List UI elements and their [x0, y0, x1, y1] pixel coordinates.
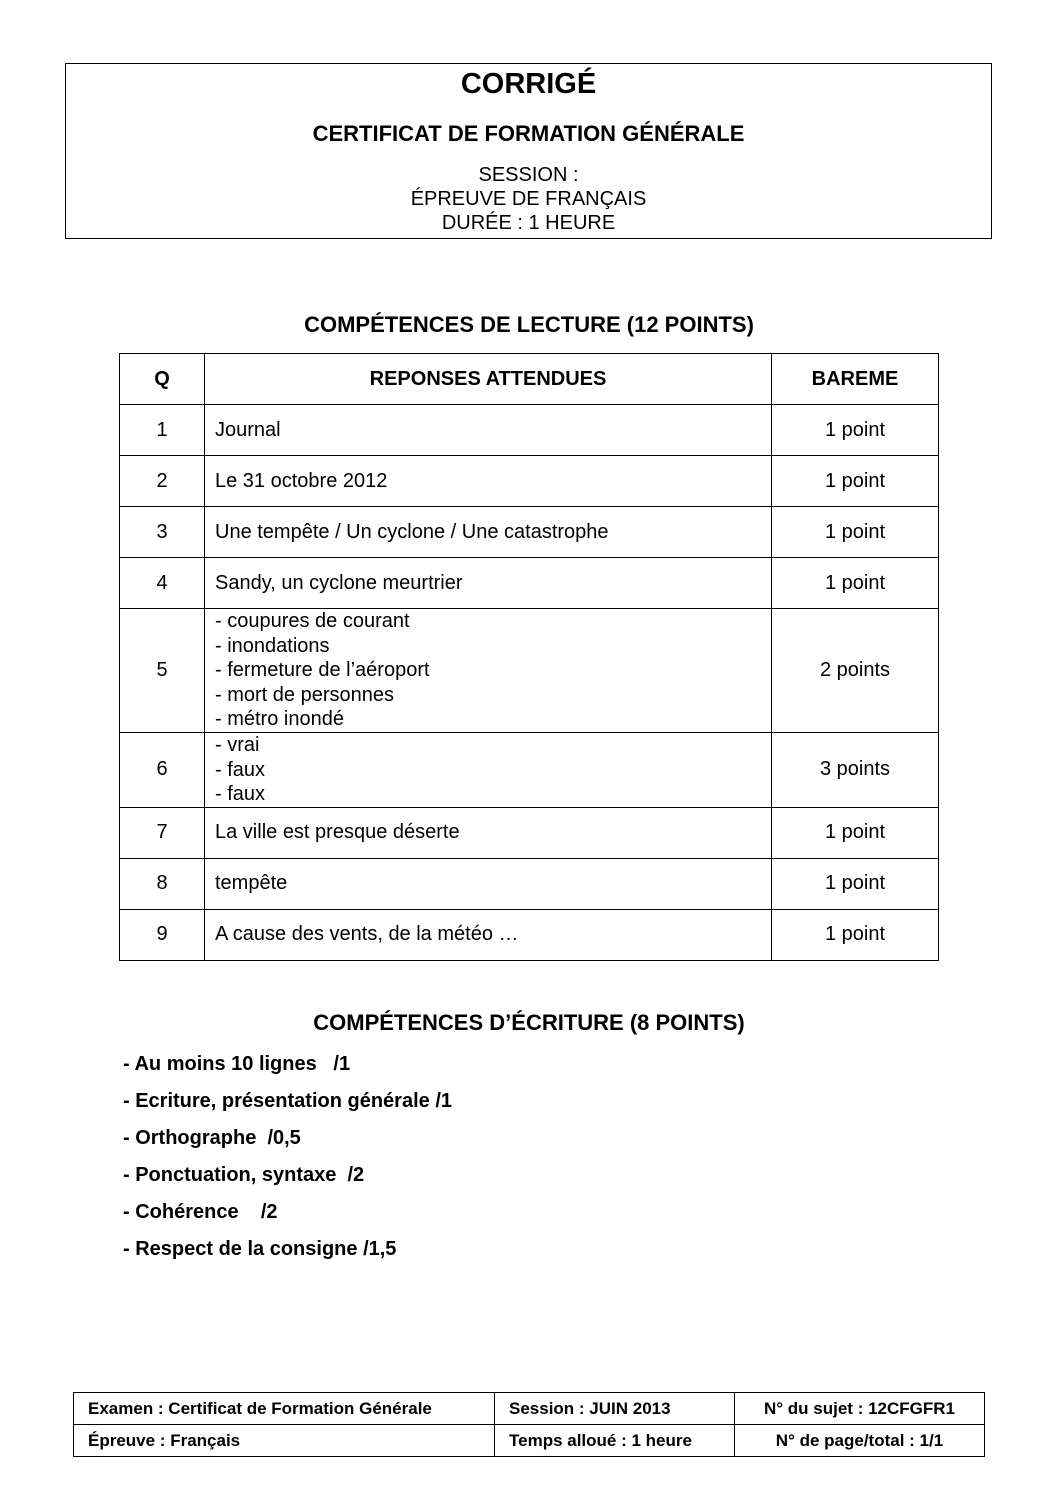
expected-answer — [205, 558, 772, 609]
answer-line: - métro inondé — [215, 708, 344, 731]
header-box — [65, 63, 992, 239]
expected-answer — [205, 858, 772, 909]
question-number: 6 — [120, 733, 205, 808]
criterion-item: - Cohérence /2 — [123, 1201, 278, 1223]
expected-answer — [205, 807, 772, 858]
ecriture-section-title: COMPÉTENCES D’ÉCRITURE (8 POINTS) — [313, 1010, 745, 1035]
document-title: CORRIGÉ — [460, 68, 597, 100]
question-number: 2 — [120, 456, 205, 507]
answers-table — [119, 353, 939, 961]
criterion-item: - Ponctuation, syntaxe /2 — [123, 1164, 365, 1186]
answer-line: - vrai — [215, 734, 260, 756]
criterion-item: - Orthographe /0,5 — [123, 1127, 301, 1149]
session-line: SESSION : — [478, 164, 579, 186]
footer-examen: Examen : Certificat de Formation Générale — [74, 1393, 495, 1425]
expected-answer — [205, 733, 772, 808]
writing-criteria-list — [123, 1052, 452, 1274]
answer-line: - faux — [215, 783, 266, 805]
table-row — [120, 507, 939, 558]
table-row — [120, 456, 939, 507]
answer-line: tempête — [215, 872, 288, 895]
answer-line: Le 31 octobre 2012 — [215, 469, 388, 492]
expected-answer — [205, 456, 772, 507]
question-number: 1 — [120, 405, 205, 456]
footer-row — [74, 1393, 985, 1425]
column-header-bareme: BAREME — [772, 354, 939, 405]
answer-line: - fermeture de l’aéroport — [215, 659, 430, 682]
answer-line: Journal — [215, 418, 281, 441]
answer-line: Une tempête / Un cyclone / Une catastrophe — [215, 520, 609, 543]
points-value: 1 point — [772, 405, 939, 456]
criterion-item: - Au moins 10 lignes /1 — [123, 1053, 351, 1075]
footer-epreuve: Épreuve : Français — [74, 1425, 495, 1457]
table-row — [120, 807, 939, 858]
answer-line: A cause des vents, de la météo … — [215, 923, 519, 946]
points-value: 1 point — [772, 858, 939, 909]
answer-line: - mort de personnes — [215, 683, 394, 706]
duree-line: DURÉE : 1 HEURE — [441, 212, 616, 234]
expected-answer — [205, 507, 772, 558]
table-row — [120, 609, 939, 733]
question-number: 7 — [120, 807, 205, 858]
table-row — [120, 405, 939, 456]
answer-line: Sandy, un cyclone meurtrier — [215, 571, 463, 594]
document-subtitle: CERTIFICAT DE FORMATION GÉNÉRALE — [312, 121, 745, 146]
question-number: 5 — [120, 609, 205, 733]
footer-table — [73, 1392, 985, 1457]
points-value: 2 points — [772, 609, 939, 733]
table-row — [120, 858, 939, 909]
expected-answer — [205, 609, 772, 733]
column-header-reponses: REPONSES ATTENDUES — [205, 354, 772, 405]
column-header-q: Q — [120, 354, 205, 405]
question-number: 9 — [120, 909, 205, 960]
answer-line: La ville est presque déserte — [215, 821, 460, 844]
points-value: 1 point — [772, 507, 939, 558]
table-row — [120, 558, 939, 609]
question-number: 8 — [120, 858, 205, 909]
points-value: 1 point — [772, 909, 939, 960]
footer-temps: Temps alloué : 1 heure — [495, 1425, 735, 1457]
question-number: 4 — [120, 558, 205, 609]
points-value: 1 point — [772, 558, 939, 609]
epreuve-line: ÉPREUVE DE FRANÇAIS — [410, 188, 647, 210]
points-value: 3 points — [772, 733, 939, 808]
criterion-item: - Respect de la consigne /1,5 — [123, 1238, 397, 1260]
expected-answer — [205, 909, 772, 960]
table-row — [120, 733, 939, 808]
expected-answer — [205, 405, 772, 456]
points-value: 1 point — [772, 807, 939, 858]
answer-line: - faux — [215, 758, 266, 781]
table-row — [120, 909, 939, 960]
lecture-section-title: COMPÉTENCES DE LECTURE (12 POINTS) — [304, 312, 754, 337]
question-number: 3 — [120, 507, 205, 558]
answers-table-header — [120, 354, 939, 405]
footer-sujet: N° du sujet : 12CFGFR1 — [735, 1393, 985, 1425]
footer-page: N° de page/total : 1/1 — [735, 1425, 985, 1457]
points-value: 1 point — [772, 456, 939, 507]
criterion-item: - Ecriture, présentation générale /1 — [123, 1090, 452, 1112]
footer-row — [74, 1425, 985, 1457]
answer-line: - inondations — [215, 634, 330, 657]
answer-line: - coupures de courant — [215, 610, 410, 633]
footer-session: Session : JUIN 2013 — [495, 1393, 735, 1425]
